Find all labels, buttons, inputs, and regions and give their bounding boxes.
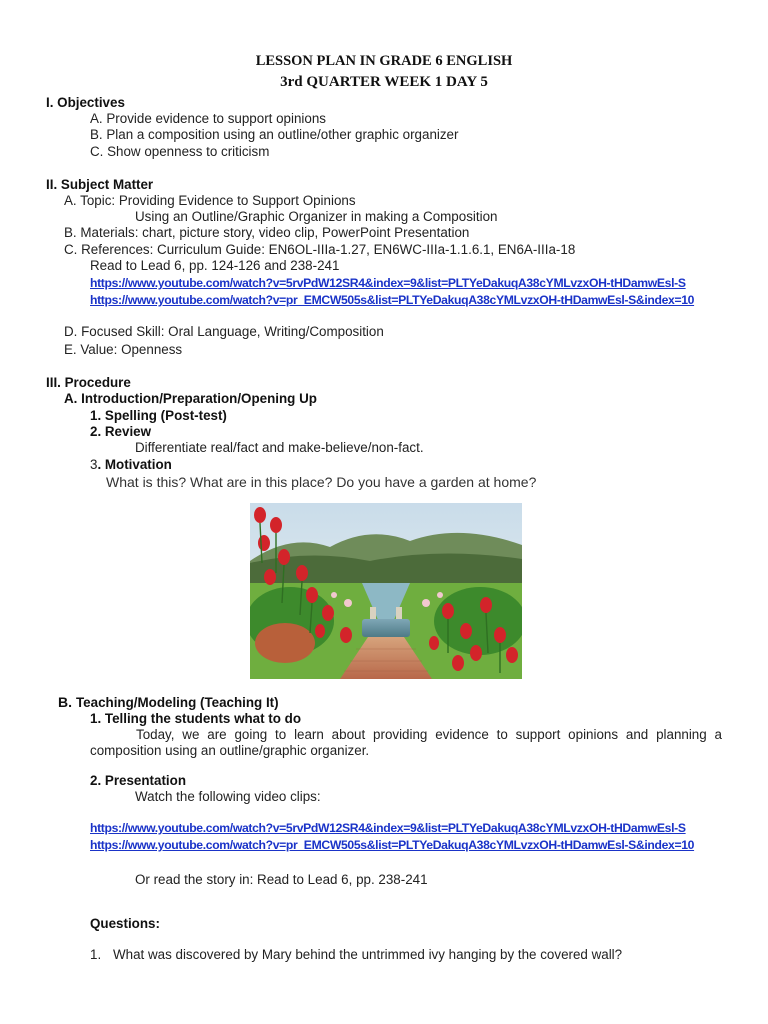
section-b-heading: Teaching/Modeling (Teaching It)	[76, 695, 279, 710]
materials-line: B. Materials: chart, picture story, video clip, PowerPoint Presentation	[64, 225, 470, 240]
telling-text: Today, we are going to learn about providing evidence to support opinions and planning a composition using an outline/graphic organizer.	[90, 727, 722, 758]
section-b-letter: B.	[58, 694, 72, 710]
reference-book: Read to Lead 6, pp. 124-126 and 238-241	[90, 258, 340, 273]
topic-line: A. Topic: Providing Evidence to Support Opinions	[64, 193, 356, 208]
question-number: 1.	[90, 947, 102, 962]
focused-skill-line: D. Focused Skill: Oral Language, Writing/Composition	[64, 324, 384, 339]
question-text: What was discovered by Mary behind the untrimmed ivy hanging by the covered wall?	[113, 947, 623, 962]
presentation-text: Watch the following video clips:	[135, 789, 321, 804]
or-read-text: Or read the story in: Read to Lead 6, pp. 238-241	[135, 872, 428, 887]
section-a-heading: A. Introduction/Preparation/Opening Up	[64, 391, 317, 406]
motivation-label: . Motivation	[97, 457, 172, 472]
motivation-number: 3	[90, 457, 98, 472]
presentation-item: 2. Presentation	[90, 773, 186, 788]
questions-heading: Questions:	[90, 916, 160, 931]
subject-matter-heading: II. Subject Matter	[46, 177, 154, 192]
review-item: 2. Review	[90, 424, 152, 439]
objectives-heading: I. Objectives	[46, 95, 125, 110]
review-text: Differentiate real/fact and make-believe/non-fact.	[135, 440, 424, 455]
motivation-item	[90, 457, 172, 473]
video-link-1-repeat[interactable]: https://www.youtube.com/watch?v=5rvPdW12SR4&index=9&list=PLTYeDakuqA38cYMLvzxOH-tHDamwEsl-S	[90, 821, 686, 835]
value-line: E. Value: Openness	[64, 342, 183, 357]
objective-item: A. Provide evidence to support opinions	[90, 111, 326, 126]
objective-item: C. Show openness to criticism	[90, 144, 270, 159]
objective-item: B. Plan a composition using an outline/other graphic organizer	[90, 127, 459, 142]
page-subtitle: 3rd QUARTER WEEK 1 DAY 5	[280, 74, 488, 90]
telling-item: 1. Telling the students what to do	[90, 711, 302, 726]
video-link-1[interactable]: https://www.youtube.com/watch?v=5rvPdW12SR4&index=9&list=PLTYeDakuqA38cYMLvzxOH-tHDamwEsl-S	[90, 276, 686, 290]
procedure-heading: III. Procedure	[46, 375, 131, 390]
references-line: C. References: Curriculum Guide: EN6OL-IIIa-1.27, EN6WC-IIIa-1.1.6.1, EN6A-IIIa-18	[64, 242, 576, 257]
spelling-item: 1. Spelling (Post-test)	[90, 408, 227, 423]
page-title: LESSON PLAN IN GRADE 6 ENGLISH	[255, 53, 513, 69]
topic-line-2: Using an Outline/Graphic Organizer in making a Composition	[135, 209, 498, 224]
motivation-text: What is this? What are in this place? Do you have a garden at home?	[106, 474, 537, 490]
garden-image	[250, 503, 522, 679]
video-link-2-repeat[interactable]: https://www.youtube.com/watch?v=pr_EMCW505s&list=PLTYeDakuqA38cYMLvzxOH-tHDamwEsl-S&index=10	[90, 838, 695, 852]
video-link-2[interactable]: https://www.youtube.com/watch?v=pr_EMCW505s&list=PLTYeDakuqA38cYMLvzxOH-tHDamwEsl-S&index=10	[90, 293, 695, 307]
